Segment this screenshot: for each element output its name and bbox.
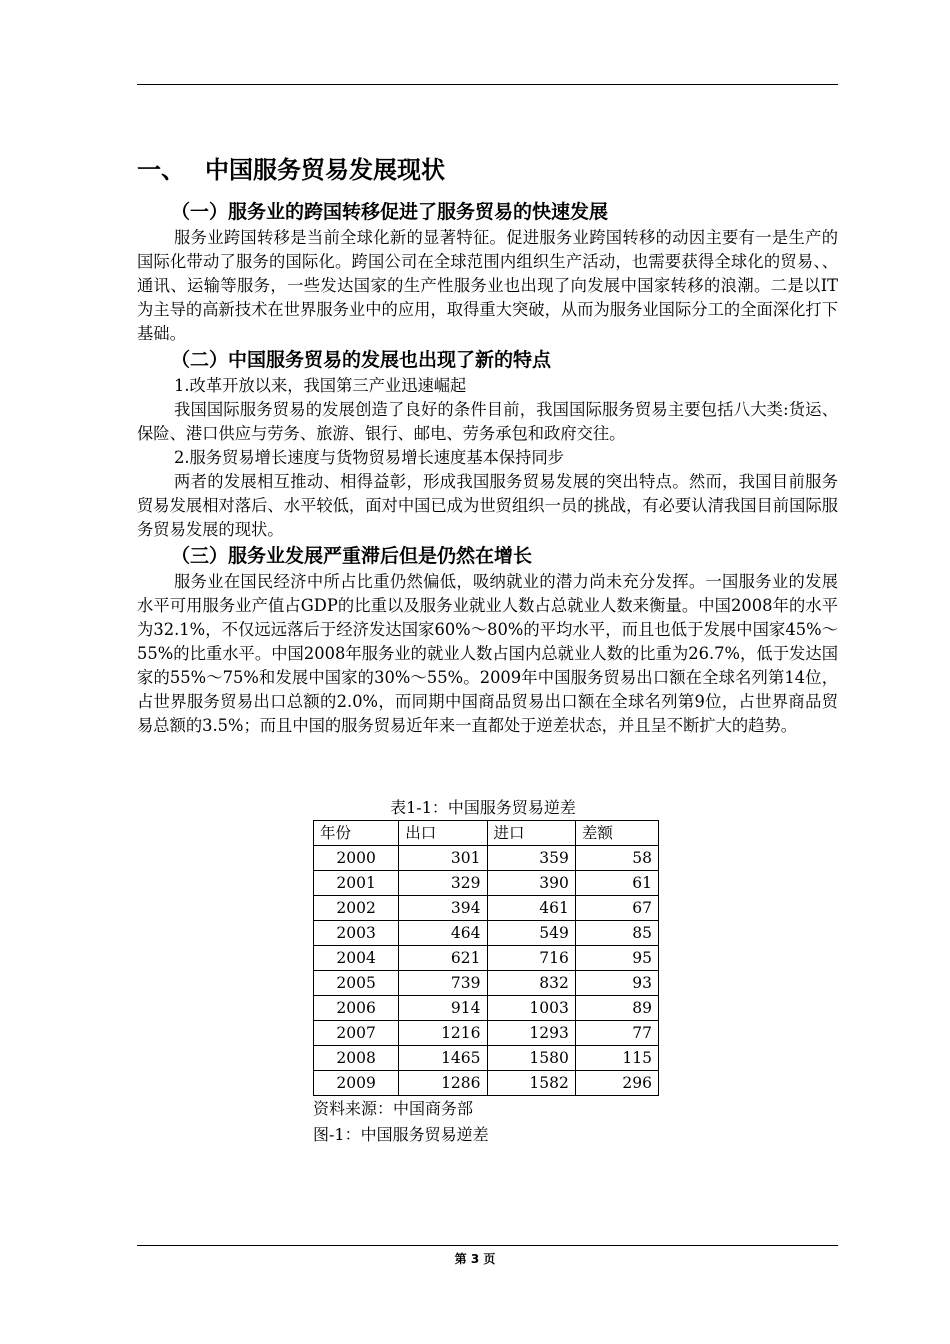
- table-row: [314, 1071, 659, 1096]
- table-row: [314, 1046, 659, 1071]
- cell-year: 2002: [314, 896, 399, 921]
- table-row: [314, 871, 659, 896]
- header-year: 年份: [314, 821, 399, 846]
- table-row: [314, 921, 659, 946]
- cell-balance: 77: [575, 1021, 658, 1046]
- table-row: [314, 1021, 659, 1046]
- cell-export: 1465: [399, 1046, 487, 1071]
- cell-balance: 296: [575, 1071, 658, 1096]
- section-1-title: （一）服务业的跨国转移促进了服务贸易的快速发展: [171, 201, 609, 223]
- cell-balance: 115: [575, 1046, 658, 1071]
- table-row: [314, 971, 659, 996]
- cell-year: 2009: [314, 1071, 399, 1096]
- cell-export: 329: [399, 871, 487, 896]
- cell-year: 2004: [314, 946, 399, 971]
- table-source: 资料来源：中国商务部: [313, 1099, 474, 1118]
- chapter-heading: [137, 150, 838, 190]
- cell-balance: 61: [575, 871, 658, 896]
- section-3-title: （三）服务业发展严重滞后但是仍然在增长: [171, 545, 533, 567]
- cell-export: 739: [399, 971, 487, 996]
- document-body: [137, 150, 838, 738]
- table-row: [314, 896, 659, 921]
- cell-balance: 67: [575, 896, 658, 921]
- footer-rule: [137, 1245, 838, 1246]
- cell-import: 1293: [487, 1021, 575, 1046]
- cell-export: 1216: [399, 1021, 487, 1046]
- cell-balance: 93: [575, 971, 658, 996]
- trade-deficit-table: [313, 820, 659, 1096]
- header-balance: 差额: [575, 821, 658, 846]
- table-body: [314, 846, 659, 1096]
- cell-year: 2005: [314, 971, 399, 996]
- header-import: 进口: [487, 821, 575, 846]
- cell-import: 549: [487, 921, 575, 946]
- page-number: 第 3 页: [454, 1252, 496, 1266]
- trade-deficit-table-block: [313, 796, 663, 1148]
- cell-balance: 95: [575, 946, 658, 971]
- section-1-paragraph: 服务业跨国转移是当前全球化新的显著特征。促进服务业跨国转移的动因主要有一是生产的国际化带动了服务的国际化。跨国公司在全球范围内组织生产活动，也需要获得全球化的贸易、、通讯、运输等服务，一些发达国家的生产性服务业也出现了向发展中国家转移的浪潮。二是以IT为主导的高新技术在世界服务业中的应用，取得重大突破，从而为服务业国际分工的全面深化打下基础。: [137, 228, 838, 343]
- table-row: [314, 996, 659, 1021]
- cell-export: 914: [399, 996, 487, 1021]
- section-2-paragraph-1: 我国国际服务贸易的发展创造了良好的条件目前，我国国际服务贸易主要包括八大类:货运、保险、港口供应与劳务、旅游、银行、邮电、劳务承包和政府交往。: [137, 400, 838, 443]
- cell-export: 394: [399, 896, 487, 921]
- cell-import: 1582: [487, 1071, 575, 1096]
- cell-export: 464: [399, 921, 487, 946]
- header-rule: [137, 84, 838, 85]
- section-3-paragraph: 服务业在国民经济中所占比重仍然偏低，吸纳就业的潜力尚未充分发挥。一国服务业的发展水平可用服务业产值占GDP的比重以及服务业就业人数占总就业人数来衡量。中国2008年的水平为32.1%，不仅远远落后于经济发达国家60%～80%的平均水平，而且也低于发展中国家45%～55%的比重水平。中国2008年服务业的就业人数占国内总就业人数的比重为26.7%，低于发达国家的55%～75%和发展中国家的30%～55%。2009年中国服务贸易出口额在全球名列第14位，占世界服务贸易出口总额的2.0%，而同期中国商品贸易出口额在全球名列第9位，占世界商品贸易总额的3.5%；而且中国的服务贸易近年来一直都处于逆差状态，并且呈不断扩大的趋势。: [137, 572, 838, 735]
- cell-balance: 85: [575, 921, 658, 946]
- cell-export: 301: [399, 846, 487, 871]
- cell-year: 2007: [314, 1021, 399, 1046]
- header-export: 出口: [399, 821, 487, 846]
- section-2-title: （二）中国服务贸易的发展也出现了新的特点: [171, 349, 552, 371]
- chapter-number: 一、: [137, 156, 185, 184]
- section-2-point-1: 1.改革开放以来，我国第三产业迅速崛起: [174, 376, 467, 395]
- cell-year: 2001: [314, 871, 399, 896]
- cell-export: 621: [399, 946, 487, 971]
- cell-year: 2000: [314, 846, 399, 871]
- section-2-paragraph-2: 两者的发展相互推动、相得益彰，形成我国服务贸易发展的突出特点。然而，我国目前服务贸易发展相对落后、水平较低，面对中国已成为世贸组织一员的挑战，有必要认清我国目前国际服务贸易发展的现状。: [137, 472, 838, 539]
- cell-import: 1003: [487, 996, 575, 1021]
- cell-year: 2003: [314, 921, 399, 946]
- table-row: [314, 846, 659, 871]
- table-header-row: [314, 821, 659, 846]
- chapter-title: 中国服务贸易发展现状: [205, 156, 445, 184]
- table-row: [314, 946, 659, 971]
- cell-import: 832: [487, 971, 575, 996]
- cell-import: 359: [487, 846, 575, 871]
- section-2-point-2: 2.服务贸易增长速度与货物贸易增长速度基本保持同步: [174, 448, 565, 467]
- figure-caption: 图-1：中国服务贸易逆差: [313, 1125, 489, 1144]
- cell-import: 1580: [487, 1046, 575, 1071]
- cell-import: 461: [487, 896, 575, 921]
- cell-year: 2006: [314, 996, 399, 1021]
- cell-import: 390: [487, 871, 575, 896]
- cell-balance: 89: [575, 996, 658, 1021]
- cell-year: 2008: [314, 1046, 399, 1071]
- cell-export: 1286: [399, 1071, 487, 1096]
- table-caption: 表1-1：中国服务贸易逆差: [390, 798, 576, 817]
- cell-import: 716: [487, 946, 575, 971]
- cell-balance: 58: [575, 846, 658, 871]
